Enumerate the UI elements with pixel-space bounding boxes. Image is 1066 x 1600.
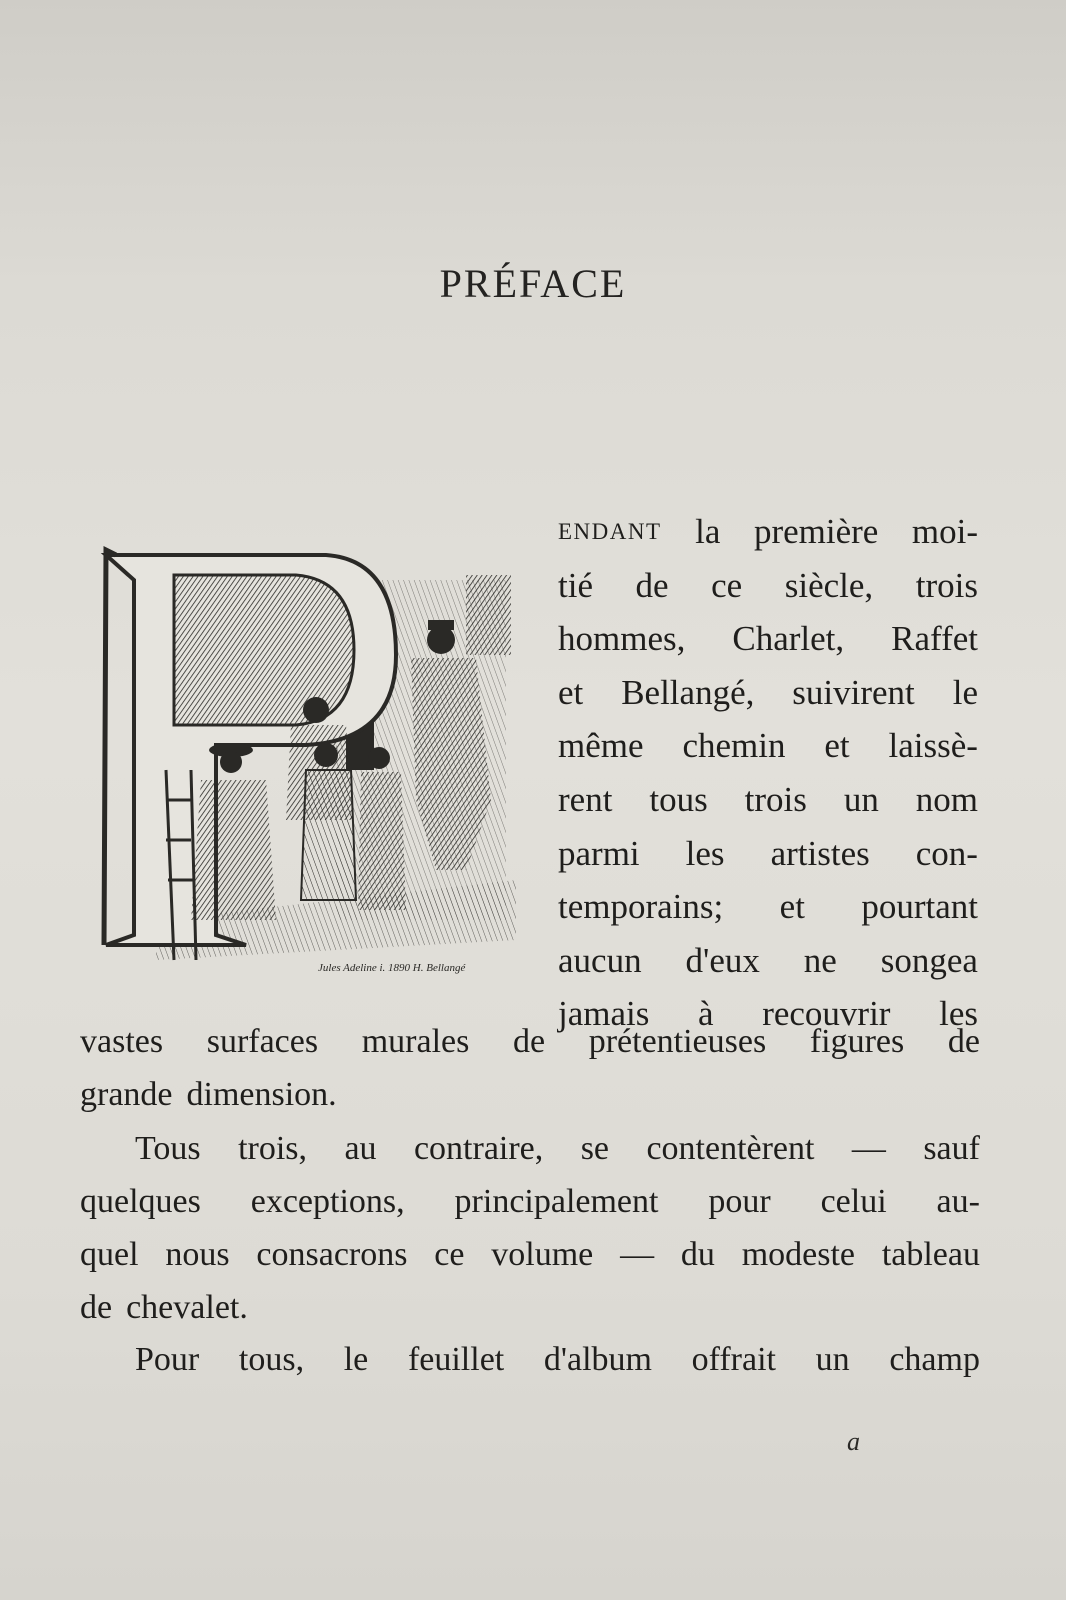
word: celui [820, 1183, 887, 1220]
word: tié [558, 565, 593, 605]
word: d'album [543, 1341, 652, 1378]
word: tous, [238, 1341, 305, 1378]
illustration-credit: Jules Adeline i. 1890 H. Bellangé [318, 962, 466, 974]
word: trois [744, 779, 807, 819]
text-line [558, 880, 978, 934]
word: et [824, 726, 850, 766]
word: tableau [881, 1236, 980, 1273]
word: figures [809, 1023, 905, 1060]
word: d'eux [685, 940, 760, 980]
word: quel [80, 1236, 139, 1273]
text-line [558, 934, 978, 988]
word: laissè- [888, 726, 978, 766]
word: siècle, [784, 565, 874, 605]
word: jamais [558, 994, 650, 1034]
word: prétentieuses [588, 1023, 767, 1060]
word: le [952, 672, 978, 712]
word: trois, [238, 1130, 308, 1167]
word: un [843, 779, 879, 819]
word: nous [165, 1236, 230, 1273]
word: et [558, 672, 584, 712]
word: la [695, 512, 721, 551]
word: rent [558, 779, 613, 819]
word: feuillet [407, 1341, 505, 1378]
word: dimension. [186, 1076, 337, 1113]
word: offrait [691, 1341, 776, 1378]
lead-word: ENDANT [558, 519, 662, 544]
word: Tous [135, 1130, 201, 1167]
word: principalement [454, 1183, 659, 1220]
word: artistes [770, 833, 870, 873]
word: du [680, 1236, 715, 1273]
page-folio: a [847, 1427, 860, 1456]
word: trois [915, 565, 978, 605]
word: Charlet, [732, 619, 845, 659]
illustrated-initial [96, 540, 526, 980]
word: tous [649, 779, 708, 819]
word: suivirent [792, 672, 915, 712]
word: temporains; [558, 887, 724, 927]
word: ce [711, 565, 743, 605]
word: à [698, 994, 714, 1034]
word: de [947, 1023, 980, 1060]
word: consacrons [256, 1236, 408, 1273]
word: con- [915, 833, 978, 873]
word: les [939, 994, 978, 1034]
word: le [343, 1341, 369, 1378]
word: murales [361, 1023, 470, 1060]
word: pourtant [861, 887, 978, 927]
word: quelques [80, 1183, 201, 1220]
word: nom [915, 779, 978, 819]
text-line [558, 559, 978, 613]
word: pour [708, 1183, 771, 1220]
paragraph-1-continuation [80, 1015, 980, 1121]
paragraph-3 [80, 1333, 980, 1386]
text-line [80, 1228, 980, 1281]
text-line [80, 1175, 980, 1228]
word: ce [434, 1236, 465, 1273]
text-line [80, 1068, 980, 1121]
word: Pour [135, 1341, 200, 1378]
word: champ [889, 1341, 980, 1378]
word: hommes, [558, 619, 686, 659]
word: se [580, 1130, 610, 1167]
word: au- [936, 1183, 980, 1220]
word: Bellangé, [621, 672, 755, 712]
word: moi- [911, 512, 978, 551]
text-line [80, 1122, 980, 1175]
word: aucun [558, 940, 642, 980]
text-line [558, 505, 978, 559]
word: de [635, 565, 669, 605]
word: ne [803, 940, 837, 980]
word: contentèrent [646, 1130, 815, 1167]
word: modeste [741, 1236, 856, 1273]
word: surfaces [206, 1023, 319, 1060]
text-line [80, 1281, 980, 1334]
text-line [558, 719, 978, 773]
word: les [685, 833, 725, 873]
word: au [344, 1130, 377, 1167]
word: même [558, 726, 644, 766]
word: Raffet [891, 619, 978, 659]
word: de [513, 1023, 546, 1060]
word: — [620, 1236, 655, 1273]
word: de [80, 1289, 113, 1326]
word: vastes [80, 1023, 164, 1060]
page-title: PRÉFACE [439, 261, 627, 306]
word: sauf [923, 1130, 980, 1167]
word: chevalet. [126, 1289, 248, 1326]
word: première [753, 512, 879, 551]
word: chemin [682, 726, 786, 766]
text-line [558, 827, 978, 881]
word: grande [80, 1076, 173, 1113]
word: volume [491, 1236, 594, 1273]
word: et [779, 887, 805, 927]
text-line [558, 666, 978, 720]
text-line [558, 612, 978, 666]
text-line [558, 773, 978, 827]
word: exceptions, [250, 1183, 405, 1220]
word: contraire, [413, 1130, 544, 1167]
paragraph-1-column [558, 505, 978, 1041]
text-line [80, 1333, 980, 1386]
word: parmi [558, 833, 640, 873]
word: — [851, 1130, 886, 1167]
word: un [815, 1341, 850, 1378]
word: recouvrir [762, 994, 891, 1034]
paragraph-2 [80, 1122, 980, 1334]
word: songea [880, 940, 978, 980]
text-line [80, 1015, 980, 1068]
